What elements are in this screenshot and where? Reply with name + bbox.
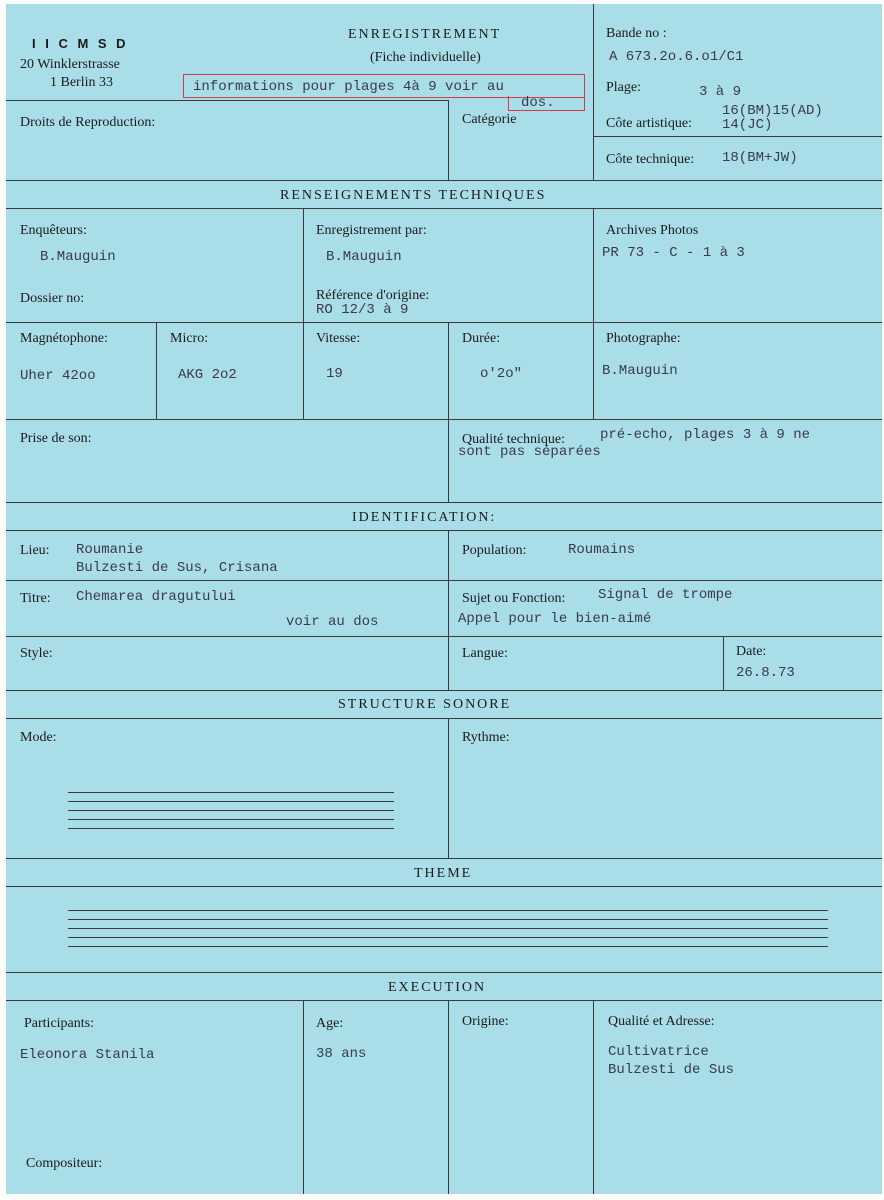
titre-line2: voir au dos (286, 614, 379, 630)
date-label: Date: (736, 644, 767, 659)
divider (448, 718, 449, 858)
divider (6, 180, 882, 181)
divider (593, 208, 594, 419)
divider (303, 208, 304, 419)
prise-de-son-label: Prise de son: (20, 431, 92, 446)
org-address-street: 20 Winklerstrasse (20, 57, 120, 72)
org-name: I I C M S D (32, 36, 129, 51)
vitesse-label: Vitesse: (316, 331, 361, 346)
divider (6, 580, 882, 581)
theme-staff (68, 910, 828, 950)
lieu-line2: Bulzesti de Sus, Crisana (76, 560, 278, 576)
section-heading-identification: IDENTIFICATION: (352, 510, 497, 525)
droits-label: Droits de Reproduction: (20, 115, 156, 130)
participants-label: Participants: (24, 1016, 94, 1031)
lieu-line1: Roumanie (76, 542, 144, 558)
qualite-technique-label: Qualité technique: (462, 432, 566, 447)
note-line-1: informations pour plages 4à 9 voir au (193, 79, 504, 95)
categorie-label: Catégorie (462, 112, 517, 127)
divider (6, 502, 882, 503)
qualite-technique-line1: pré-echo, plages 3 à 9 ne (600, 427, 811, 443)
population-value: Roumains (568, 542, 636, 558)
plage-label: Plage: (606, 80, 641, 95)
archives-value: PR 73 - C - 1 à 3 (602, 245, 745, 261)
cote-artistique-label: Côte artistique: (606, 116, 692, 131)
duree-label: Durée: (462, 331, 501, 346)
date-value: 26.8.73 (736, 665, 795, 681)
divider (448, 530, 449, 690)
divider (6, 208, 882, 209)
bande-value: A 673.2o.6.o1/C1 (609, 49, 744, 65)
micro-label: Micro: (170, 331, 209, 346)
divider (593, 1000, 594, 1194)
org-address-city: 1 Berlin 33 (50, 75, 113, 90)
mode-staff (68, 792, 394, 832)
divider (6, 690, 882, 691)
divider (6, 100, 448, 101)
population-label: Population: (462, 543, 527, 558)
style-label: Style: (20, 646, 53, 661)
sujet-line1: Signal de trompe (598, 587, 733, 603)
section-heading-execution: EXECUTION (388, 980, 487, 995)
divider (156, 322, 157, 419)
qualite-technique-line2: sont pas séparées (458, 444, 601, 460)
duree-value: o'2o" (480, 366, 523, 382)
divider (6, 322, 882, 323)
magnetophone-value: Uher 42oo (20, 368, 96, 384)
bande-label: Bande no : (606, 26, 667, 41)
cote-technique-label: Côte technique: (606, 152, 695, 167)
qualite-adresse-label: Qualité et Adresse: (608, 1014, 715, 1029)
index-card (6, 4, 882, 1194)
archives-label: Archives Photos (606, 223, 699, 238)
qualite-adresse-line2: Bulzesti de Sus (608, 1062, 735, 1078)
cote-artistique-line1: 16(BM)15(AD) (722, 103, 823, 119)
qualite-adresse-line1: Cultivatrice (608, 1044, 709, 1060)
photographe-label: Photographe: (606, 331, 681, 346)
section-heading-techniques: RENSEIGNEMENTS TECHNIQUES (280, 188, 547, 203)
section-heading-structure: STRUCTURE SONORE (338, 697, 512, 712)
divider (593, 136, 882, 137)
divider (6, 636, 882, 637)
rythme-label: Rythme: (462, 730, 510, 745)
divider (6, 858, 882, 859)
cote-technique-value: 18(BM+JW) (722, 150, 798, 166)
section-heading-theme: THEME (414, 866, 473, 881)
divider (6, 718, 882, 719)
sujet-line2: Appel pour le bien-aimé (458, 611, 652, 627)
plage-value: 3 à 9 (699, 84, 742, 100)
origine-label: Origine: (462, 1014, 509, 1029)
age-value: 38 ans (316, 1046, 367, 1062)
divider (6, 886, 882, 887)
dossier-label: Dossier no: (20, 291, 85, 306)
divider (6, 1000, 882, 1001)
age-label: Age: (316, 1016, 344, 1031)
mode-label: Mode: (20, 730, 57, 745)
reference-value: RO 12/3 à 9 (316, 302, 409, 318)
participants-value: Eleonora Stanila (20, 1047, 155, 1063)
micro-value: AKG 2o2 (178, 367, 237, 383)
divider (303, 1000, 304, 1194)
langue-label: Langue: (462, 646, 508, 661)
cote-artistique-line2: 14(JC) (722, 117, 773, 133)
photographe-value: B.Mauguin (602, 363, 678, 379)
sujet-label: Sujet ou Fonction: (462, 591, 566, 606)
divider (448, 1000, 449, 1194)
note-line-2: dos. (521, 95, 555, 111)
lieu-label: Lieu: (20, 543, 50, 558)
divider (448, 100, 449, 180)
enregistrement-label: Enregistrement par: (316, 223, 427, 238)
reference-label: Référence d'origine: (316, 288, 430, 303)
form-title: ENREGISTREMENT (348, 27, 502, 42)
enqueteurs-label: Enquêteurs: (20, 223, 87, 238)
divider (593, 4, 594, 180)
divider (6, 972, 882, 973)
enregistrement-value: B.Mauguin (326, 249, 402, 265)
compositeur-label: Compositeur: (26, 1156, 103, 1171)
titre-line1: Chemarea dragutului (76, 589, 236, 605)
divider (6, 530, 882, 531)
magnetophone-label: Magnétophone: (20, 331, 108, 346)
divider (6, 419, 882, 420)
divider (723, 636, 724, 690)
form-subtitle: (Fiche individuelle) (370, 50, 481, 65)
titre-label: Titre: (20, 591, 51, 606)
vitesse-value: 19 (326, 366, 343, 382)
divider (448, 322, 449, 502)
enqueteurs-value: B.Mauguin (40, 249, 116, 265)
